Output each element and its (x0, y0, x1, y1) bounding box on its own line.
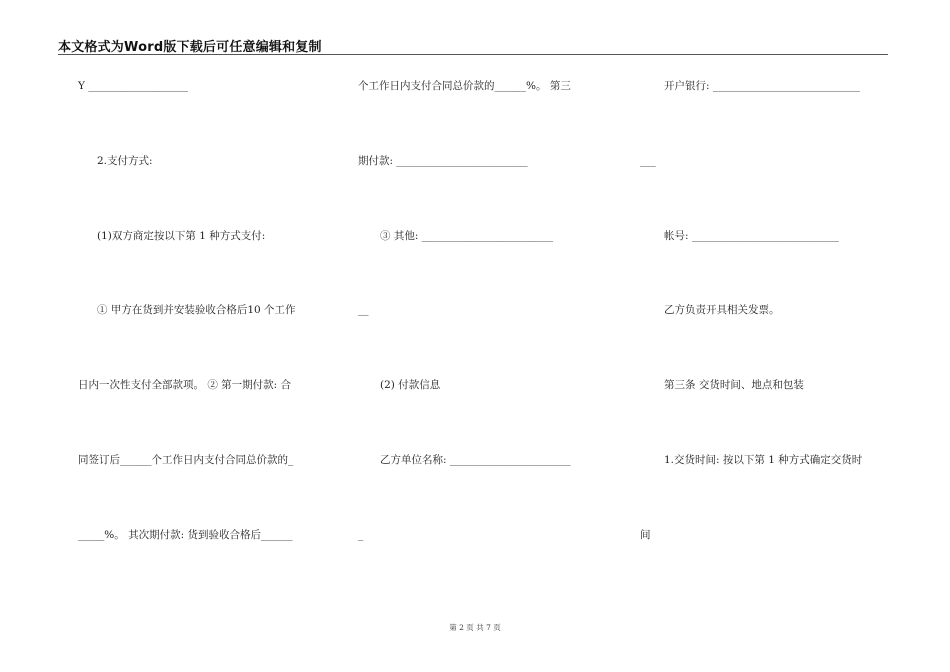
middle-line-7: _ (358, 529, 364, 541)
middle-line-6: 乙方单位名称: _______________________ (380, 454, 571, 466)
right-line-5: 第三条 交货时间、地点和包装 (664, 379, 804, 391)
middle-line-1: 个工作日内支付合同总价款的______%。 第三 (358, 80, 571, 92)
middle-line-4: __ (358, 304, 369, 316)
right-line-2: ___ (640, 155, 656, 167)
left-line-6: 同签订后______个工作日内支付合同总价款的_ (78, 454, 294, 466)
left-line-3: (1)双方商定按以下第 1 种方式支付: (97, 230, 266, 242)
right-line-1: 开户银行: ____________________________ (664, 80, 860, 92)
right-line-6: 1.交货时间: 按以下第 1 种方式确定交货时 (664, 454, 863, 466)
left-line-7: _____%。 其次期付款: 货到验收合格后______ (78, 529, 293, 541)
page-header (58, 36, 888, 55)
right-line-7: 间 (640, 529, 651, 541)
left-line-1: Y ___________________ (78, 80, 189, 92)
left-line-5: 日内一次性支付全部款项。 ② 第一期付款: 合 (78, 379, 292, 391)
middle-line-5: (2) 付款信息 (380, 379, 441, 391)
right-line-3: 帐号: ____________________________ (664, 230, 839, 242)
left-line-4: ① 甲方在货到并安装验收合格后10 个工作 (97, 304, 296, 316)
page-number: 第 2 页 共 7 页 (449, 623, 501, 632)
left-line-2: 2.支付方式: (97, 155, 153, 167)
middle-line-2: 期付款: _________________________ (358, 155, 528, 167)
header-title: 本文格式为Word版下载后可任意编辑和复制 (58, 40, 322, 55)
middle-line-3: ③ 其他: _________________________ (380, 230, 553, 242)
right-line-4: 乙方负责开具相关发票。 (664, 304, 780, 316)
